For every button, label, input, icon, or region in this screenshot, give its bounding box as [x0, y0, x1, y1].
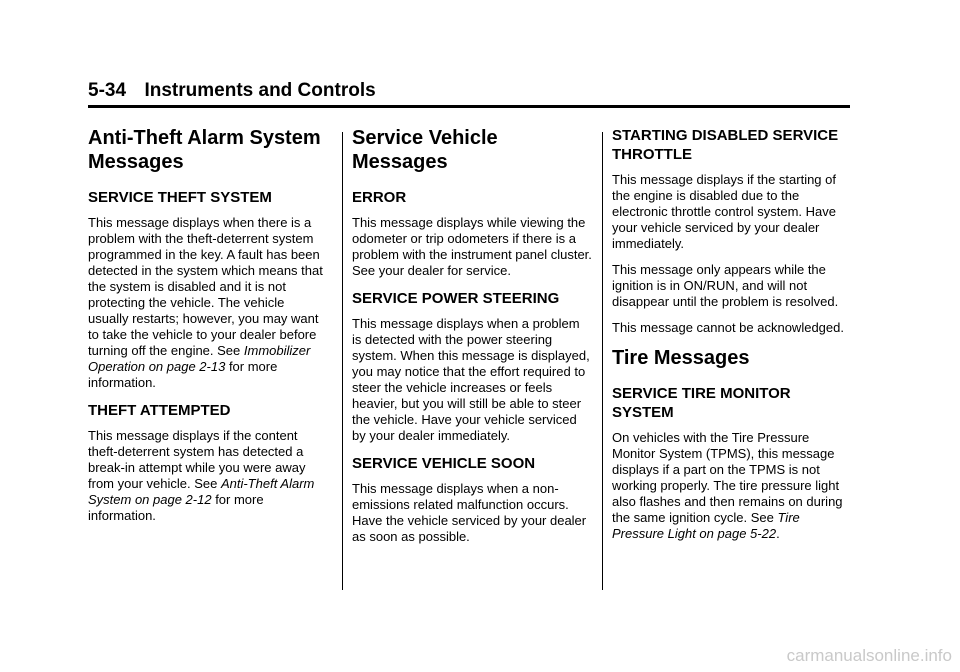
- paragraph-text: .: [776, 526, 780, 541]
- paragraph-text: This message displays if the content theft-deterrent system has detected a break-in attempt while you were away from your vehicle. See: [88, 428, 306, 491]
- section-title: Service Vehicle Messages: [352, 127, 498, 173]
- paragraph: This message displays when a problem is detected with the power steering system. When this message is displayed, you may notice that the effort required to steer the vehicle increases or feels heavier, but you will still be able to steer the vehicle. Have your vehicle serviced by your dealer immediately.: [352, 316, 590, 443]
- subsection-title: ERROR: [352, 189, 407, 206]
- paragraph-text: for more information.: [88, 492, 264, 523]
- paragraph: [88, 215, 328, 391]
- paragraph: This message only appears while the ignition is in ON/RUN, and will not disappear until the problem is resolved.: [612, 262, 839, 309]
- subsection-title: SERVICE POWER STEERING: [352, 290, 560, 307]
- page-header: [88, 80, 850, 108]
- paragraph: This message cannot be acknowledged.: [612, 320, 844, 335]
- subsection-title: SERVICE TIRE MONITOR SYSTEM: [612, 385, 791, 421]
- subsection-title: THEFT ATTEMPTED: [88, 402, 231, 419]
- cross-reference-link[interactable]: Immobilizer Operation on page 2-13: [88, 343, 311, 374]
- cross-reference-link[interactable]: Tire Pressure Light on page 5-22: [612, 510, 800, 541]
- subsection-title: SERVICE THEFT SYSTEM: [88, 189, 272, 206]
- paragraph: This message displays when a non-emissions related malfunction occurs. Have the vehicle serviced by your dealer as soon as possible.: [352, 481, 587, 544]
- paragraph-text: This message displays when there is a problem with the theft-deterrent system programmed in the key. A fault has been detected in the system which means that the system is disabled and it is not protecting the vehicle. The vehicle usually restarts; however, you may want to take the vehicle to your dealer before turning off the engine. See: [88, 215, 323, 358]
- paragraph: [88, 428, 328, 524]
- column-divider: [342, 132, 343, 590]
- section-title: Tire Messages: [612, 347, 750, 369]
- paragraph: This message displays if the starting of the engine is disabled due to the electronic throttle control system. Have your vehicle serviced by your dealer immediately.: [612, 172, 836, 251]
- paragraph-text: for more information.: [88, 359, 278, 390]
- column-2: [352, 126, 592, 555]
- column-1: [88, 126, 328, 534]
- chapter-title: Instruments and Controls: [144, 80, 376, 101]
- paragraph-text: On vehicles with the Tire Pressure Monitor System (TPMS), this message displays if a part on the TPMS is not working properly. The tire pressure light also flashes and then remains on during the same ignition cycle. See: [612, 430, 843, 525]
- column-3: [612, 126, 852, 552]
- subsection-title: STARTING DISABLED SERVICE THROTTLE: [612, 127, 839, 163]
- column-divider: [602, 132, 603, 590]
- section-title: Anti-Theft Alarm System Messages: [88, 127, 321, 173]
- watermark: carmanualsonline.info: [786, 646, 952, 665]
- paragraph: [612, 430, 852, 542]
- paragraph: This message displays while viewing the odometer or trip odometers if there is a problem with the instrument panel cluster. See your dealer for service.: [352, 215, 592, 278]
- cross-reference-link[interactable]: Anti-Theft Alarm System on page 2-12: [88, 476, 315, 507]
- page-number: 5-34: [88, 80, 127, 101]
- subsection-title: SERVICE VEHICLE SOON: [352, 455, 536, 472]
